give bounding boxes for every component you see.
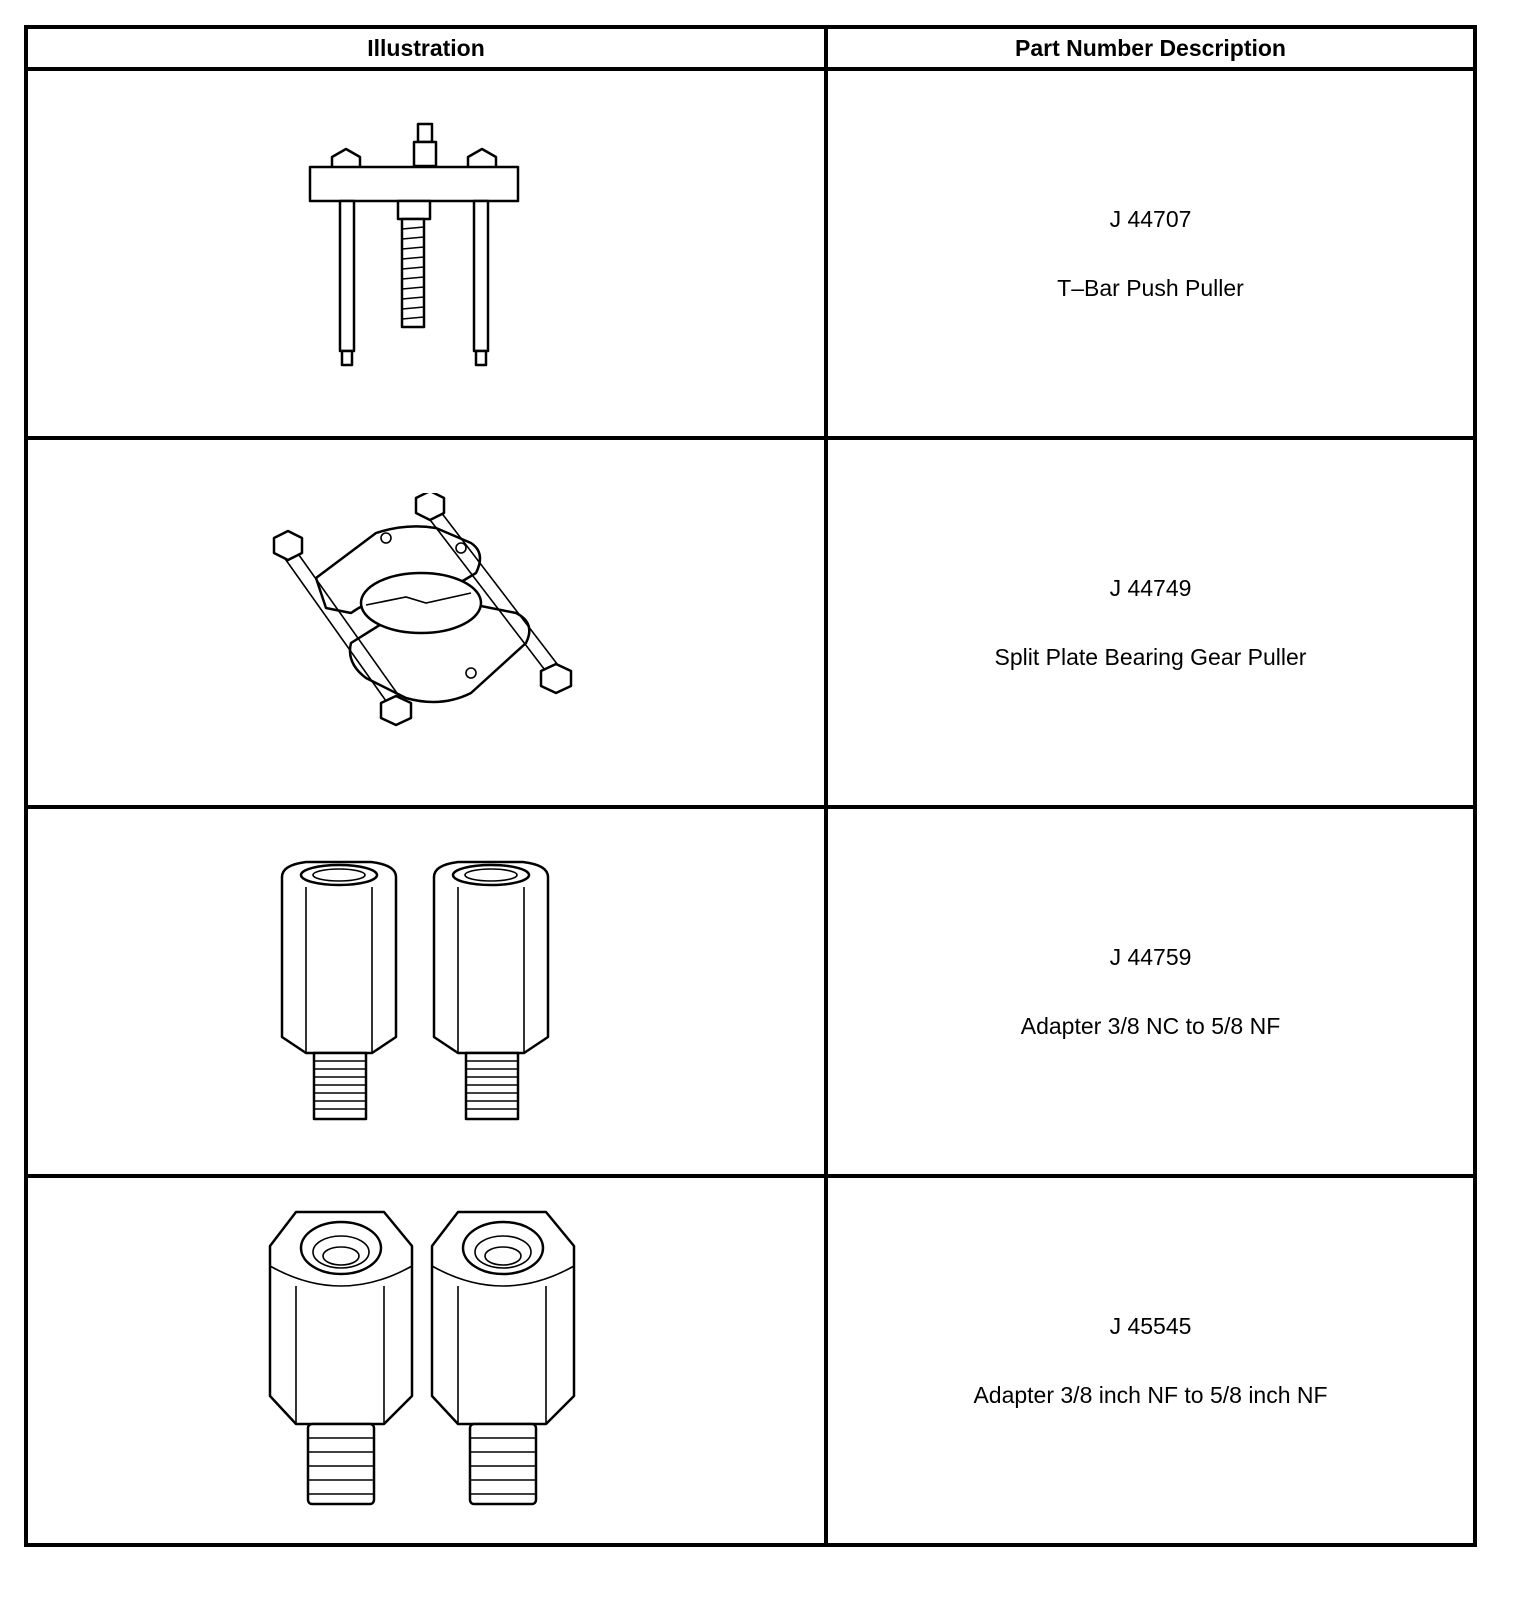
illustration-cell bbox=[26, 807, 826, 1176]
part-description: T–Bar Push Puller bbox=[1057, 274, 1244, 301]
header-row bbox=[26, 27, 1475, 69]
part-description: Adapter 3/8 NC to 5/8 NF bbox=[1020, 1012, 1281, 1039]
part-number: J 45545 bbox=[1109, 1312, 1192, 1339]
part-number: J 44707 bbox=[1109, 205, 1192, 232]
special-tools-table bbox=[24, 25, 1477, 1547]
header-illustration: Illustration bbox=[26, 27, 826, 69]
illustration-cell bbox=[26, 438, 826, 807]
table-row bbox=[26, 1176, 1475, 1545]
description-cell bbox=[826, 1176, 1475, 1545]
illustration-cell bbox=[26, 1176, 826, 1545]
description-cell bbox=[826, 69, 1475, 438]
adapter-pair-icon bbox=[276, 857, 576, 1127]
part-number: J 44759 bbox=[1109, 943, 1192, 970]
adapter-pair-large-icon bbox=[266, 1206, 586, 1516]
part-description: Split Plate Bearing Gear Puller bbox=[994, 643, 1307, 670]
split-plate-puller-icon bbox=[256, 493, 596, 753]
description-cell bbox=[826, 438, 1475, 807]
table-row bbox=[26, 69, 1475, 438]
table-row bbox=[26, 438, 1475, 807]
header-part-number-description: Part Number Description bbox=[826, 27, 1475, 69]
part-number: J 44749 bbox=[1109, 574, 1192, 601]
illustration-cell bbox=[26, 69, 826, 438]
t-bar-push-puller-icon bbox=[306, 119, 546, 389]
part-description: Adapter 3/8 inch NF to 5/8 inch NF bbox=[973, 1381, 1328, 1408]
description-cell bbox=[826, 807, 1475, 1176]
table-row bbox=[26, 807, 1475, 1176]
